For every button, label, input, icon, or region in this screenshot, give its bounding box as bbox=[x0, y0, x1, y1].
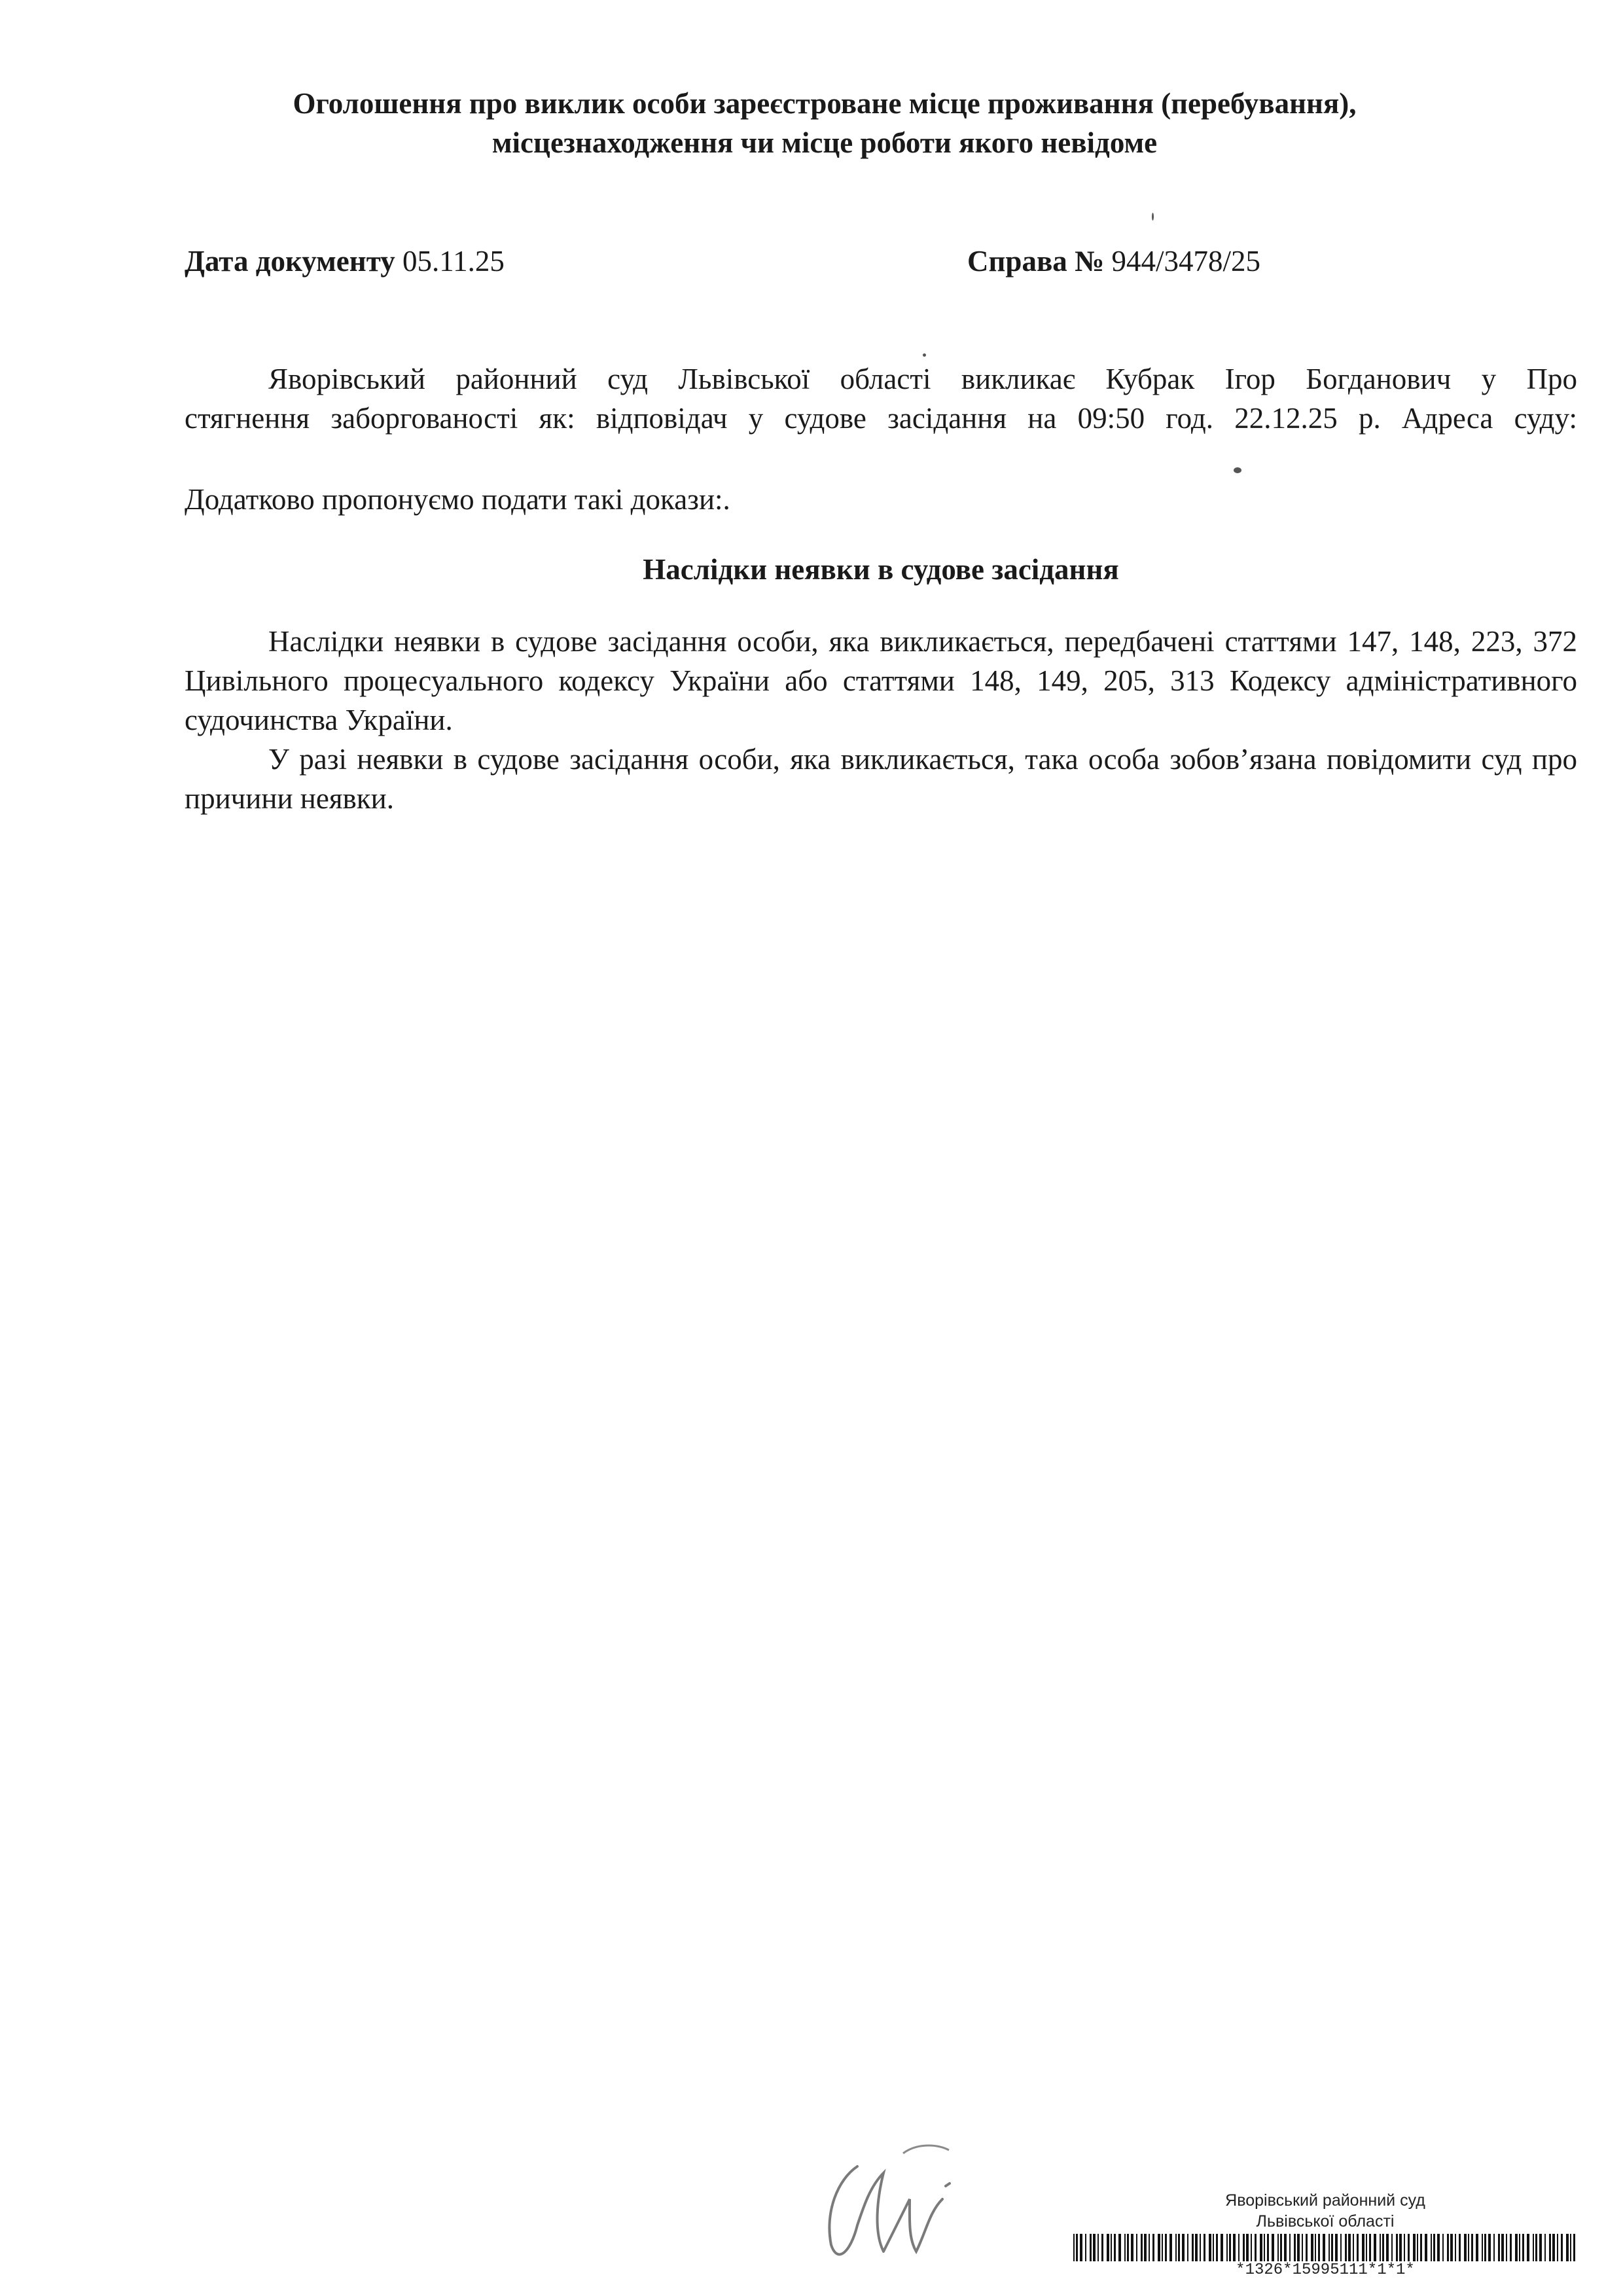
barcode-bar bbox=[1246, 2234, 1249, 2261]
barcode-bar bbox=[1353, 2234, 1354, 2261]
barcode-bar bbox=[1127, 2234, 1129, 2261]
barcode-bar bbox=[1118, 2234, 1121, 2261]
title-line-1: Оголошення про виклик особи зареєстроване місце проживання (перебування), bbox=[293, 87, 1357, 120]
barcode-bar bbox=[1404, 2234, 1405, 2261]
barcode-bar bbox=[1549, 2234, 1551, 2261]
consequences-paragraph-2: У разі неявки в судове засідання особи, яка викликається, така особа зобов’язана повідомити суд про причини неявки. bbox=[185, 743, 1577, 815]
barcode-bar bbox=[1484, 2234, 1486, 2261]
barcode-bar bbox=[1357, 2234, 1359, 2261]
barcode-bar bbox=[1413, 2234, 1416, 2261]
barcode-bar bbox=[1131, 2234, 1133, 2261]
barcode-bar bbox=[1386, 2234, 1389, 2261]
barcode-bar bbox=[1073, 2234, 1075, 2261]
barcode-bar bbox=[1552, 2234, 1555, 2261]
barcode-bar bbox=[1114, 2234, 1116, 2261]
barcode-bar bbox=[1213, 2234, 1214, 2261]
barcode-bar bbox=[1204, 2234, 1205, 2261]
barcode-bar bbox=[1431, 2234, 1432, 2261]
barcode-bar bbox=[1335, 2234, 1338, 2261]
barcode-bar bbox=[1340, 2234, 1342, 2261]
barcode-bar bbox=[1417, 2234, 1418, 2261]
barcode-bar bbox=[1391, 2234, 1393, 2261]
document-date bbox=[185, 244, 505, 278]
barcode-bar bbox=[1539, 2234, 1542, 2261]
barcode-bar bbox=[1323, 2234, 1325, 2261]
barcode-icon bbox=[1073, 2234, 1577, 2261]
barcode-bar bbox=[1501, 2234, 1504, 2261]
barcode-bar bbox=[1447, 2234, 1449, 2261]
barcode-bar bbox=[1566, 2234, 1569, 2261]
barcode-bar bbox=[1238, 2234, 1240, 2261]
barcode-bar bbox=[1450, 2234, 1453, 2261]
barcode-bar bbox=[1306, 2234, 1308, 2261]
barcode-bar bbox=[1221, 2234, 1223, 2261]
barcode-bar bbox=[1093, 2234, 1096, 2261]
barcode-bar bbox=[1272, 2234, 1274, 2261]
barcode-bar bbox=[1216, 2234, 1218, 2261]
court-name-line-1: Яворівський районний суд bbox=[1225, 2191, 1425, 2210]
barcode-bar bbox=[1200, 2234, 1201, 2261]
case-label: Справа № bbox=[967, 245, 1105, 278]
case-number bbox=[967, 244, 1260, 278]
barcode-bar bbox=[1124, 2234, 1126, 2261]
barcode-bar bbox=[1251, 2234, 1252, 2261]
barcode-bar bbox=[1162, 2234, 1163, 2261]
barcode-bar bbox=[1570, 2234, 1571, 2261]
barcode-bar bbox=[1149, 2234, 1150, 2261]
barcode-bar bbox=[1329, 2234, 1330, 2261]
barcode-bar bbox=[1573, 2234, 1575, 2261]
barcode-bar bbox=[1533, 2234, 1534, 2261]
barcode-bar bbox=[1169, 2234, 1172, 2261]
barcode-bar bbox=[1233, 2234, 1236, 2261]
barcode-bar bbox=[1527, 2234, 1529, 2261]
scan-speck bbox=[1152, 213, 1154, 221]
summons-line-1: Яворівський районний суд Львівської області викликає Кубрак Ігор Богданович у Про bbox=[268, 363, 1577, 395]
barcode-bar bbox=[1294, 2234, 1296, 2261]
barcode-bar bbox=[1561, 2234, 1563, 2261]
barcode-bar bbox=[1519, 2234, 1520, 2261]
barcode-bar bbox=[1498, 2234, 1500, 2261]
barcode-bar bbox=[1243, 2234, 1245, 2261]
barcode-bar bbox=[1493, 2234, 1495, 2261]
barcode-bar bbox=[1468, 2234, 1469, 2261]
barcode-bar bbox=[1459, 2234, 1461, 2261]
barcode-bar bbox=[1382, 2234, 1384, 2261]
barcode-bar bbox=[1284, 2234, 1287, 2261]
document-title bbox=[170, 84, 1479, 162]
barcode-bar bbox=[1488, 2234, 1491, 2261]
barcode-bar bbox=[1158, 2234, 1160, 2261]
evidence-text: Додатково пропонуємо подати такі докази:. bbox=[185, 483, 730, 516]
barcode-bar bbox=[1187, 2234, 1188, 2261]
court-name-line-2: Львівської області bbox=[1256, 2212, 1395, 2231]
court-stamp bbox=[1073, 2190, 1577, 2232]
barcode-bar bbox=[1420, 2234, 1422, 2261]
barcode-bar bbox=[1315, 2234, 1316, 2261]
barcode-bar bbox=[1557, 2234, 1558, 2261]
barcode-bar bbox=[1522, 2234, 1524, 2261]
barcode-bar bbox=[1380, 2234, 1381, 2261]
barcode-bar bbox=[1348, 2234, 1351, 2261]
barcode-bar bbox=[1192, 2234, 1194, 2261]
barcode-bar bbox=[1442, 2234, 1444, 2261]
barcode-bar bbox=[1097, 2234, 1099, 2261]
barcode-bar bbox=[1396, 2234, 1398, 2261]
summons-line-2: стягнення заборгованості як: відповідач у судове засідання на 09:50 год. 22.12.25 р. Адреса суду: bbox=[185, 402, 1577, 435]
barcode-bar bbox=[1229, 2234, 1231, 2261]
barcode-bar bbox=[1277, 2234, 1279, 2261]
barcode-bar bbox=[1144, 2234, 1147, 2261]
barcode-bar bbox=[1297, 2234, 1300, 2261]
barcode-bar bbox=[1152, 2234, 1154, 2261]
barcode-bar bbox=[1471, 2234, 1473, 2261]
scan-speck bbox=[923, 353, 926, 357]
barcode-text: *1326*15995111*1*1* bbox=[1236, 2261, 1415, 2279]
barcode-bar bbox=[1264, 2234, 1265, 2261]
barcode-bar bbox=[1182, 2234, 1185, 2261]
barcode-bar bbox=[1476, 2234, 1478, 2261]
barcode-bar bbox=[1076, 2234, 1078, 2261]
consequences-heading: Наслідки неявки в судове засідання bbox=[643, 553, 1119, 586]
barcode-bar bbox=[1141, 2234, 1143, 2261]
barcode-bar bbox=[1080, 2234, 1082, 2261]
barcode-bar bbox=[1399, 2234, 1402, 2261]
barcode-bar bbox=[1085, 2234, 1086, 2261]
date-value: 05.11.25 bbox=[402, 245, 505, 278]
barcode-bar bbox=[1255, 2234, 1257, 2261]
barcode-bar bbox=[1111, 2234, 1112, 2261]
barcode-bar bbox=[1544, 2234, 1546, 2261]
barcode-bar bbox=[1510, 2234, 1512, 2261]
barcode-bar bbox=[1101, 2234, 1103, 2261]
barcode-bar bbox=[1374, 2234, 1376, 2261]
date-label: Дата документу bbox=[185, 245, 395, 278]
barcode-bar bbox=[1437, 2234, 1440, 2261]
title-line-2: місцезнаходження чи місце роботи якого невідоме bbox=[491, 126, 1158, 159]
barcode-bar bbox=[1515, 2234, 1518, 2261]
barcode-bar bbox=[1535, 2234, 1537, 2261]
barcode-bar bbox=[1136, 2234, 1137, 2261]
barcode-bar bbox=[1289, 2234, 1291, 2261]
barcode-bar bbox=[1366, 2234, 1367, 2261]
barcode-bar bbox=[1280, 2234, 1282, 2261]
barcode-bar bbox=[1195, 2234, 1198, 2261]
barcode-bar bbox=[1302, 2234, 1303, 2261]
barcode-bar bbox=[1408, 2234, 1410, 2261]
barcode-bar bbox=[1455, 2234, 1456, 2261]
barcode-bar bbox=[1226, 2234, 1228, 2261]
case-value: 944/3478/25 bbox=[1111, 245, 1260, 278]
barcode-bar bbox=[1090, 2234, 1092, 2261]
barcode-bar bbox=[1345, 2234, 1347, 2261]
barcode-bar bbox=[1482, 2234, 1483, 2261]
barcode-bar bbox=[1425, 2234, 1427, 2261]
barcode-bar bbox=[1311, 2234, 1313, 2261]
barcode-bar bbox=[1175, 2234, 1177, 2261]
barcode-bar bbox=[1369, 2234, 1371, 2261]
signature-icon bbox=[812, 2140, 1008, 2271]
barcode-bar bbox=[1107, 2234, 1109, 2261]
barcode-bar bbox=[1433, 2234, 1435, 2261]
barcode-bar bbox=[1318, 2234, 1320, 2261]
barcode-bar bbox=[1331, 2234, 1333, 2261]
barcode-bar bbox=[1165, 2234, 1167, 2261]
scan-speck bbox=[1234, 467, 1241, 473]
barcode-bar bbox=[1178, 2234, 1180, 2261]
barcode-bar bbox=[1362, 2234, 1364, 2261]
consequences-paragraph-1: Наслідки неявки в судове засідання особи, яка викликається, передбачені статтями 147, 148, 223, 372 Цивільного процесуального кодексу України або статтями 148, 149, 205, 313 Кодексу адміністративного судочинства України. bbox=[185, 625, 1577, 736]
barcode-bar bbox=[1506, 2234, 1507, 2261]
barcode-bar bbox=[1464, 2234, 1467, 2261]
barcode-bar bbox=[1209, 2234, 1211, 2261]
barcode-bar bbox=[1260, 2234, 1262, 2261]
barcode-bar bbox=[1267, 2234, 1269, 2261]
